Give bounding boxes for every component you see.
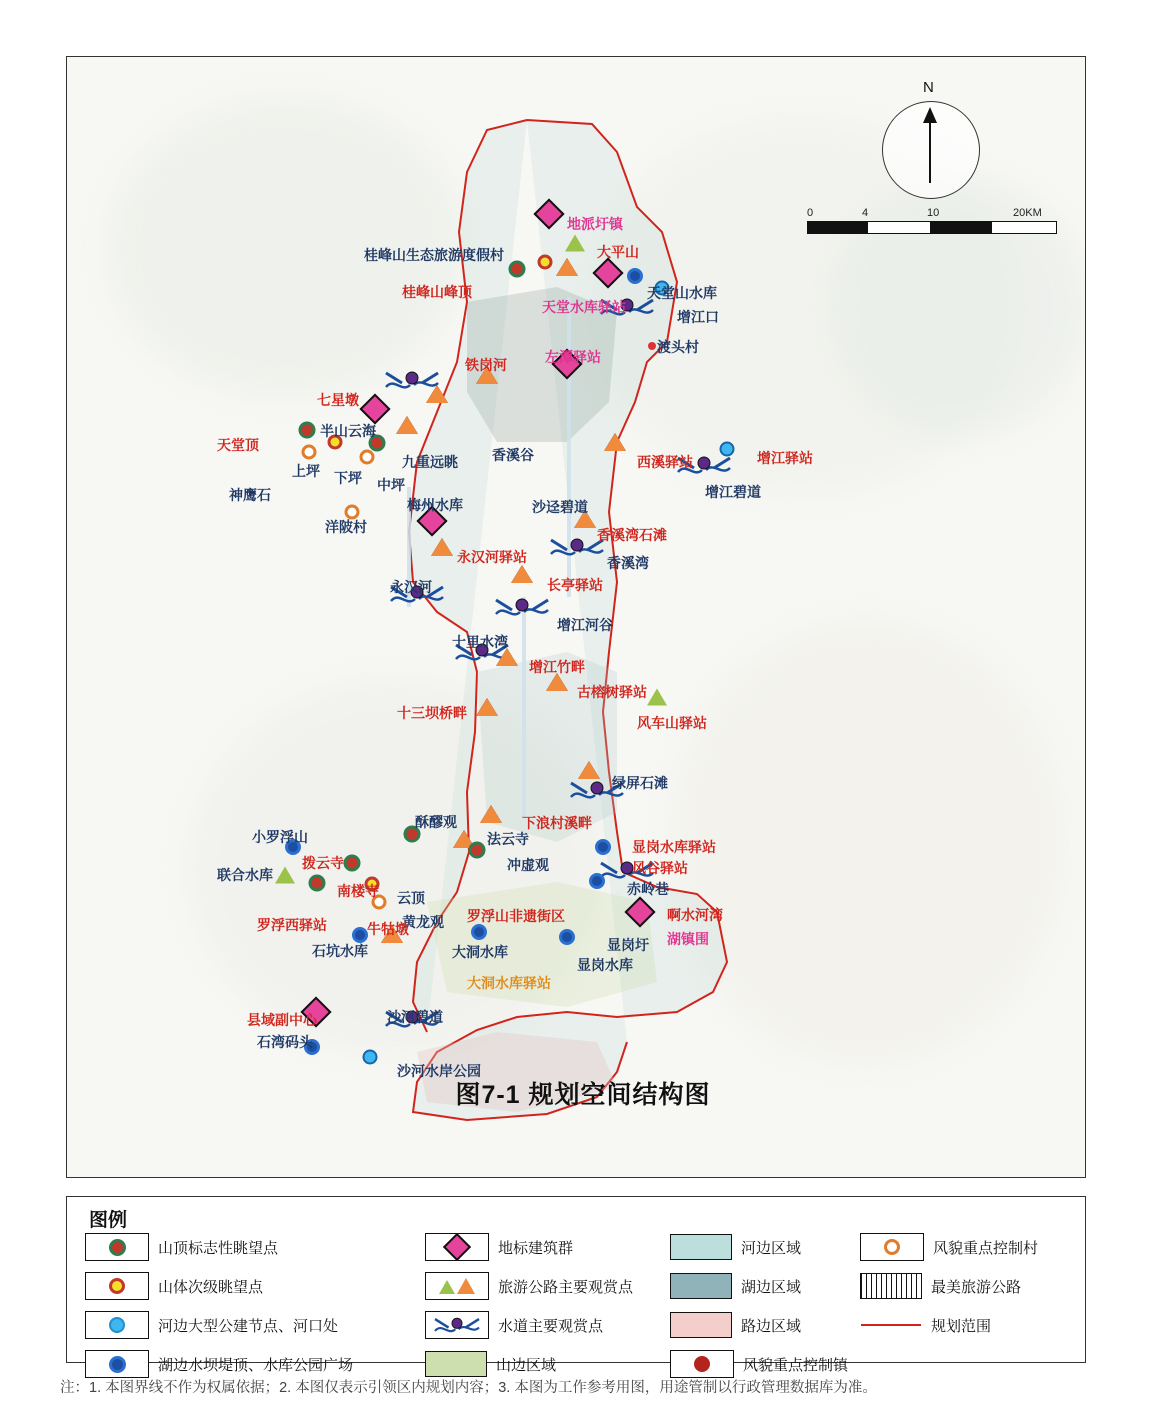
scale-tick-4: 4 xyxy=(862,207,869,219)
mountain-top-marker-icon xyxy=(344,855,361,872)
map-label: 天堂顶 xyxy=(217,437,259,453)
tri-green-marker-icon xyxy=(275,867,295,884)
legend-item xyxy=(670,1311,860,1339)
map-label: 天堂山水库 xyxy=(647,285,717,301)
legend-item-label: 旅游公路主要观赏点 xyxy=(498,1278,634,1296)
village-marker-icon xyxy=(360,450,375,465)
mountain-sub-marker-icon xyxy=(538,255,553,270)
scale-tick-10: 10 xyxy=(927,207,940,219)
legend-item-label: 风貌重点控制镇 xyxy=(743,1356,849,1374)
map-label: 长亭驿站 xyxy=(547,577,603,593)
legend-title: 图例 xyxy=(89,1210,128,1231)
mountain-top-marker-icon xyxy=(299,422,316,439)
map-label: 牛牯墩 xyxy=(367,921,409,937)
map-label: 增江碧道 xyxy=(705,484,761,500)
map-label: 风车山驿站 xyxy=(637,715,707,731)
map-label: 湖镇围 xyxy=(667,931,709,947)
map-label: 云顶 xyxy=(397,890,425,906)
river-node-marker-icon xyxy=(363,1050,378,1065)
map-label: 永汉河驿站 xyxy=(457,549,527,565)
tri-marker-icon xyxy=(431,538,453,556)
mountain-top-marker-icon xyxy=(309,875,326,892)
river-public-node-icon xyxy=(85,1311,149,1339)
legend-item xyxy=(425,1350,670,1378)
legend-item xyxy=(425,1233,670,1261)
legend-item-label: 山体次级眺望点 xyxy=(158,1278,264,1296)
legend-item-label: 山顶标志性眺望点 xyxy=(158,1239,279,1257)
map-label: 洋陂村 xyxy=(325,519,367,535)
legend-item xyxy=(860,1272,1065,1300)
map-label: 冲虚观 xyxy=(507,857,549,873)
map-label: 增江驿站 xyxy=(757,450,813,466)
legend-item-label: 湖边区域 xyxy=(741,1278,802,1296)
map-label: 黄龙观 xyxy=(402,914,444,930)
scale-tick-0: 0 xyxy=(807,207,814,219)
map-label: 南楼寺 xyxy=(337,883,379,899)
legend-item xyxy=(425,1311,670,1339)
feature-control-village-icon xyxy=(860,1233,924,1261)
map-label: 增江口 xyxy=(677,309,719,325)
map-label: 七星墩 xyxy=(317,392,359,408)
map-label: 地派圩镇 xyxy=(567,216,623,232)
map-label: 小罗浮山 xyxy=(252,829,308,845)
tri-marker-icon xyxy=(426,385,448,403)
lake-node-marker-icon xyxy=(471,924,487,940)
tri-marker-icon xyxy=(480,805,502,823)
lake-area-swatch xyxy=(670,1273,732,1299)
map-label: 香溪湾石滩 xyxy=(597,527,667,543)
tri-marker-icon xyxy=(511,565,533,583)
legend-item xyxy=(670,1272,860,1300)
map-label: 大平山 xyxy=(597,244,639,260)
map-label: 左潭驿站 xyxy=(545,349,601,365)
legend-item xyxy=(85,1311,425,1339)
mountain-secondary-viewpoint-icon xyxy=(85,1272,149,1300)
map-label: 显岗圩 xyxy=(607,937,649,953)
map-label: 香溪谷 xyxy=(492,447,534,463)
legend-item xyxy=(670,1350,860,1378)
map-label: 联合水库 xyxy=(217,867,273,883)
figure-note: 注：1. 本图界线不作为权属依据；2. 本图仅表示引领区内规划内容；3. 本图为工作参考用图，用途管制以行政管理数据库为准。 xyxy=(60,1380,877,1396)
map-label: 九重远眺 xyxy=(402,454,458,470)
tri-marker-icon xyxy=(604,433,626,451)
map-label: 十里水湾 xyxy=(452,634,508,650)
map-label: 罗浮西驿站 xyxy=(257,917,327,933)
map-label: 梅州水库 xyxy=(407,497,463,513)
compass-north-label: N xyxy=(923,79,934,96)
map-label: 渡头村 xyxy=(657,339,699,355)
map-label: 古榕树驿站 xyxy=(577,684,647,700)
map-label: 大洞水库驿站 xyxy=(467,975,551,991)
map-label: 香溪湾 xyxy=(607,555,649,571)
map-label: 中坪 xyxy=(377,477,405,493)
legend-item-label: 地标建筑群 xyxy=(498,1239,574,1257)
map-label: 酥醪观 xyxy=(415,814,457,830)
legend-item xyxy=(670,1233,860,1261)
roadside-area-swatch xyxy=(670,1312,732,1338)
lake-node-marker-icon xyxy=(627,268,643,284)
map-label: 赤岭巷 xyxy=(627,881,669,897)
map-label: 十三坝桥畔 xyxy=(397,705,467,721)
feature-control-town-icon xyxy=(670,1350,734,1378)
map-label: 铁岗河 xyxy=(465,357,507,373)
mountain-top-marker-icon xyxy=(469,842,486,859)
dot-marker-icon xyxy=(648,342,656,350)
legend-item-label: 山边区域 xyxy=(496,1356,557,1374)
lake-dam-plaza-icon xyxy=(85,1350,149,1378)
legend-item-label: 河边区域 xyxy=(741,1239,802,1257)
map-label: 沙河碧道 xyxy=(387,1009,443,1025)
legend-item-label: 湖边水坝堤顶、水库公园广场 xyxy=(158,1356,354,1374)
compass-needle xyxy=(929,149,931,183)
map-label: 西溪驿站 xyxy=(637,454,693,470)
compass-north-arrow-icon xyxy=(923,107,937,123)
lake-node-marker-icon xyxy=(589,873,605,889)
map-label: 拨云寺 xyxy=(302,855,344,871)
legend-grid xyxy=(85,1233,1065,1378)
lake-node-marker-icon xyxy=(559,929,575,945)
map-label: 石湾码头 xyxy=(257,1034,313,1050)
mountain-top-viewpoint-icon xyxy=(85,1233,149,1261)
legend-item-label: 最美旅游公路 xyxy=(931,1278,1022,1296)
legend-item-label: 河边大型公建节点、河口处 xyxy=(158,1317,339,1335)
legend-item xyxy=(85,1350,425,1378)
map-label: 法云寺 xyxy=(487,831,529,847)
river-line xyxy=(522,597,526,817)
scale-bar xyxy=(807,207,1057,234)
map-label: 下浪村溪畔 xyxy=(522,815,592,831)
landmark-building-icon xyxy=(425,1233,489,1261)
map-label: 罗浮山非遗街区 xyxy=(467,908,565,924)
village-marker-icon xyxy=(302,445,317,460)
tri-green-marker-icon xyxy=(647,689,667,706)
tri-marker-icon xyxy=(396,416,418,434)
map-label: 石坑水库 xyxy=(312,943,368,959)
legend-item xyxy=(425,1272,670,1300)
scenic-road-icon xyxy=(860,1273,922,1299)
scale-tick-20: 20KM xyxy=(1013,207,1042,219)
compass-rose xyxy=(872,79,992,199)
map-label: 半山云海 xyxy=(320,423,376,439)
legend-item xyxy=(860,1233,1065,1261)
map-label: 县域副中心 xyxy=(247,1012,317,1028)
tri-green-marker-icon xyxy=(565,235,585,252)
legend-item-label: 水道主要观赏点 xyxy=(498,1317,604,1335)
mountainside-area-swatch xyxy=(425,1351,487,1377)
map-label: 桂峰山峰顶 xyxy=(402,284,472,300)
waterway-viewpoint-icon xyxy=(494,594,550,620)
legend-item-label: 规划范围 xyxy=(931,1317,992,1335)
map-label: 沙河水岸公园 xyxy=(397,1063,481,1079)
river-area-swatch xyxy=(670,1234,732,1260)
map-label: 显岗水库 xyxy=(577,957,633,973)
legend-panel xyxy=(66,1196,1086,1374)
legend-item xyxy=(85,1272,425,1300)
legend-item-label: 路边区域 xyxy=(741,1317,802,1335)
map-label: 增江竹畔 xyxy=(529,659,585,675)
map-canvas xyxy=(66,56,1086,1178)
map-label: 绿屏石滩 xyxy=(612,775,668,791)
legend-item xyxy=(860,1311,1065,1339)
map-label: 显岗水库驿站 xyxy=(632,839,716,855)
waterway-viewpoint-icon xyxy=(425,1311,489,1339)
map-label: 桂峰山生态旅游度假村 xyxy=(364,247,504,263)
map-label: 永汉河 xyxy=(390,579,432,595)
map-label: 沙迳碧道 xyxy=(532,499,588,515)
map-label: 上坪 xyxy=(292,463,320,479)
map-label: 神鹰石 xyxy=(229,487,271,503)
mountain-top-marker-icon xyxy=(509,261,526,278)
legend-item-label: 风貌重点控制村 xyxy=(933,1239,1039,1257)
tourism-road-viewpoint-icon xyxy=(425,1272,489,1300)
planning-boundary-icon xyxy=(860,1312,922,1338)
figure-title: 图7-1 规划空间结构图 xyxy=(455,1081,711,1109)
map-label: 啊水河湾 xyxy=(667,907,723,923)
legend-item xyxy=(85,1233,425,1261)
map-label: 增江河谷 xyxy=(557,617,613,633)
lake-node-marker-icon xyxy=(595,839,611,855)
map-label: 下坪 xyxy=(334,470,362,486)
tri-marker-icon xyxy=(556,258,578,276)
map-label: 天堂水库驿站 xyxy=(542,299,626,315)
map-label: 大洞水库 xyxy=(452,944,508,960)
tri-marker-icon xyxy=(476,698,498,716)
map-label: 风谷驿站 xyxy=(632,860,688,876)
